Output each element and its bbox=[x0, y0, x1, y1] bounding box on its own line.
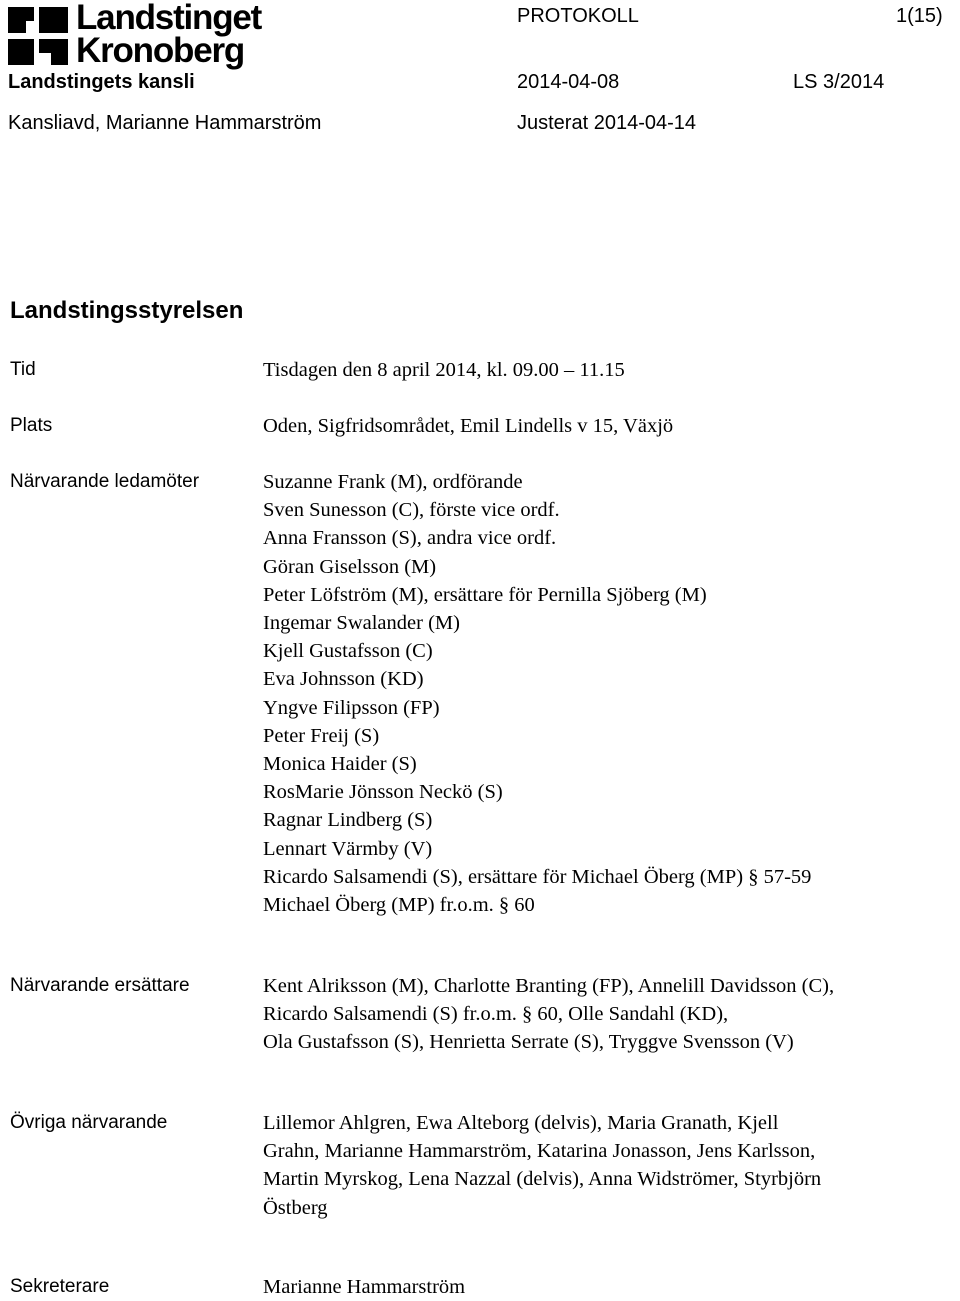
label-members-present: Närvarande ledamöter bbox=[10, 471, 200, 492]
members-present-list bbox=[263, 468, 953, 919]
list-item: Ricardo Salsamendi (S), ersättare för Michael Öberg (MP) § 57-59 bbox=[263, 865, 812, 888]
list-item: Anna Fransson (S), andra vice ordf. bbox=[263, 527, 557, 550]
label-substitutes-present: Närvarande ersättare bbox=[10, 975, 190, 996]
text-line: Östberg bbox=[263, 1196, 328, 1219]
text-line: Tisdagen den 8 april 2014, kl. 09.00 – 11.15 bbox=[263, 359, 625, 381]
text-line: Oden, Sigfridsområdet, Emil Lindells v 15, Växjö bbox=[263, 415, 674, 437]
page-title: Landstingsstyrelsen bbox=[10, 297, 244, 324]
text-line: Lillemor Ahlgren, Ewa Alteborg (delvis), Maria Granath, Kjell bbox=[263, 1112, 779, 1134]
text-line: Ricardo Salsamendi (S) fr.o.m. § 60, Olle Sandahl (KD), bbox=[263, 1003, 729, 1026]
others-present-text bbox=[263, 1109, 953, 1222]
label-others-present: Övriga närvarande bbox=[10, 1112, 168, 1133]
value-place bbox=[263, 412, 953, 440]
label-time: Tid bbox=[10, 359, 36, 380]
substitutes-present-text bbox=[263, 972, 953, 1057]
list-item: Yngve Filipsson (FP) bbox=[263, 696, 440, 719]
text-line: Grahn, Marianne Hammarström, Katarina Jonasson, Jens Karlsson, bbox=[263, 1140, 816, 1163]
document-date: 2014-04-08 bbox=[517, 71, 620, 93]
list-item: Monica Haider (S) bbox=[263, 753, 417, 776]
list-item: Ingemar Swalander (M) bbox=[263, 612, 460, 635]
list-item: Suzanne Frank (M), ordförande bbox=[263, 471, 523, 493]
document-type: PROTOKOLL bbox=[517, 5, 639, 27]
logo-line-1: Landstinget bbox=[76, 0, 262, 37]
label-secretary: Sekreterare bbox=[10, 1276, 110, 1297]
list-item: Göran Giselsson (M) bbox=[263, 555, 437, 578]
list-item: Sven Sunesson (C), förste vice ordf. bbox=[263, 499, 560, 522]
list-item: Peter Löfström (M), ersättare för Pernilla Sjöberg (M) bbox=[263, 583, 707, 606]
logo-line-2: Kronoberg bbox=[76, 31, 245, 70]
text-line: Kent Alriksson (M), Charlotte Branting (FP), Annelill Davidsson (C), bbox=[263, 975, 835, 997]
list-item: Kjell Gustafsson (C) bbox=[263, 640, 433, 663]
list-item: Peter Freij (S) bbox=[263, 724, 380, 747]
text-line: Martin Myrskog, Lena Nazzal (delvis), Anna Widströmer, Styrbjörn bbox=[263, 1168, 822, 1191]
department: Landstingets kansli bbox=[8, 71, 195, 93]
text-line: Marianne Hammarström bbox=[263, 1276, 466, 1298]
logo-mark-icon bbox=[6, 5, 70, 67]
adjusted-date: Justerat 2014-04-14 bbox=[517, 112, 697, 134]
label-place: Plats bbox=[10, 415, 53, 436]
logo bbox=[6, 2, 266, 68]
value-time bbox=[263, 356, 953, 384]
page-number: 1(15) bbox=[896, 5, 943, 27]
list-item: Ragnar Lindberg (S) bbox=[263, 809, 433, 832]
text-line: Ola Gustafsson (S), Henrietta Serrate (S), Tryggve Svensson (V) bbox=[263, 1031, 794, 1054]
list-item: Lennart Värmby (V) bbox=[263, 837, 433, 860]
author: Kansliavd, Marianne Hammarström bbox=[8, 112, 322, 134]
list-item: Eva Johnsson (KD) bbox=[263, 668, 424, 691]
list-item: RosMarie Jönsson Neckö (S) bbox=[263, 781, 503, 804]
reference-number: LS 3/2014 bbox=[793, 71, 885, 93]
list-item: Michael Öberg (MP) fr.o.m. § 60 bbox=[263, 894, 535, 917]
